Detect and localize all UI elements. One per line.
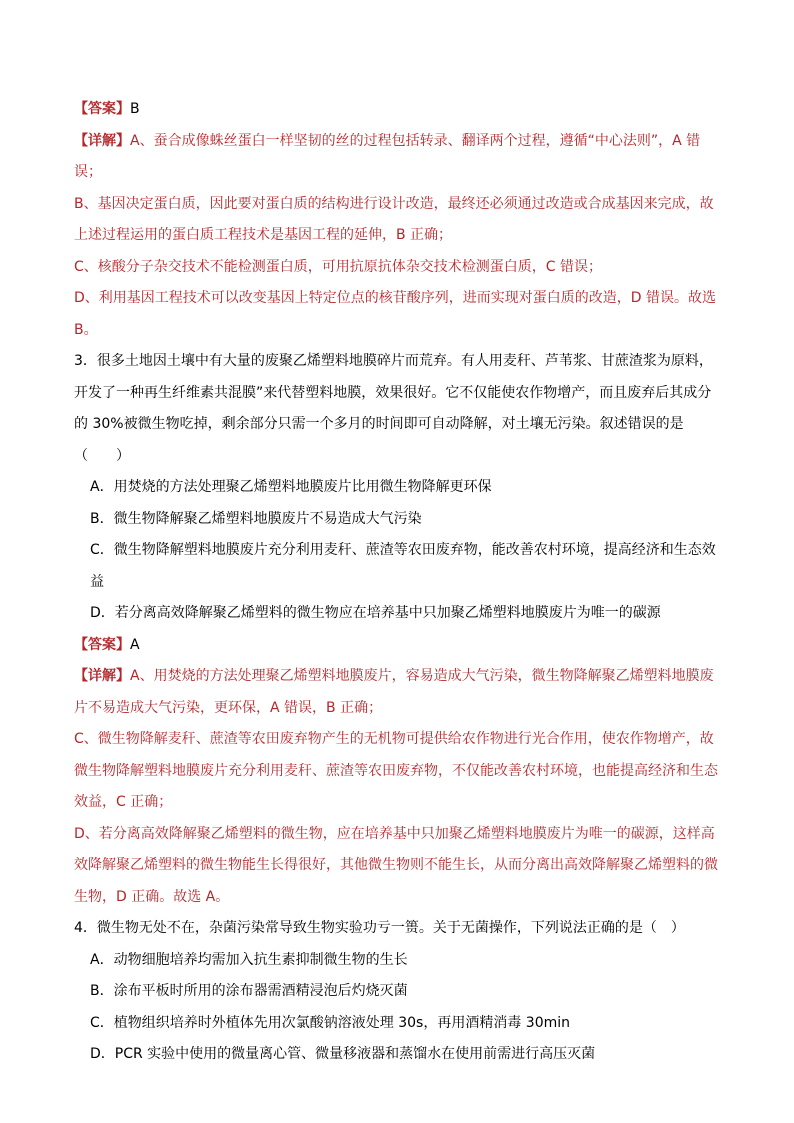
q3-option-d: D．若分离高效降解聚乙烯塑料的微生物应在培养基中只加聚乙烯塑料地膜废片为唯一的碳源 — [90, 605, 661, 621]
q2-answer-line — [74, 94, 724, 126]
q3-option-c: C．微生物降解塑料地膜废片充分利用麦秆、蔗渣等农田废弃物，能改善农村环境，提高经济和生态效益 — [90, 542, 716, 590]
q4-option-a: A．动物细胞培养均需加入抗生素抑制微生物的生长 — [90, 951, 408, 968]
q2-detail-a — [74, 126, 724, 189]
q3-answer-value: A — [130, 636, 140, 653]
q3-detail-a-text: A、用焚烧的方法处理聚乙烯塑料地膜废片，容易造成大气污染，微生物降解聚乙烯塑料地膜废片不易造成大气污染，更环保，A 错误，B 正确； — [74, 668, 714, 716]
q3-detail-c: C、微生物降解麦秆、蔗渣等农田废弃物产生的无机物可提供给农作物进行光合作用，使农作物增产，故微生物降解塑料地膜废片充分利用麦秆、蔗渣等农田废弃物，不仅能改善农村环境，也能提高经济和生态效益，C 正确； — [74, 731, 718, 810]
q3-detail-a — [74, 661, 724, 724]
q2-detail-b: B、基因决定蛋白质，因此要对蛋白质的结构进行设计改造，最终还必须通过改造或合成基因来完成，故上述过程运用的蛋白质工程技术是基因工程的延伸，B 正确； — [74, 195, 714, 243]
q3-option-b: B．微生物降解聚乙烯塑料地膜废片不易造成大气污染 — [90, 510, 422, 527]
answer-tag: 【答案】 — [74, 101, 130, 117]
detail-tag: 【详解】 — [74, 668, 130, 684]
q2-detail-c: C、核酸分子杂交技术不能检测蛋白质，可用抗原抗体杂交技术检测蛋白质，C 错误； — [74, 258, 602, 275]
q2-detail-d: D、利用基因工程技术可以改变基因上特定位点的核苷酸序列，进而实现对蛋白质的改造，D 错误。故选 B。 — [74, 290, 717, 338]
detail-tag: 【详解】 — [74, 132, 130, 149]
q4-stem: 4．微生物无处不在，杂菌污染常导致生物实验功亏一篑。关于无菌操作，下列说法正确的是（ ） — [74, 920, 685, 936]
q3-option-a: A．用焚烧的方法处理聚乙烯塑料地膜废片比用微生物降解更环保 — [90, 479, 492, 495]
document-page — [74, 94, 724, 1071]
q3-answer-line — [74, 630, 724, 662]
q3-stem: 3．很多土地因土壤中有大量的废聚乙烯塑料地膜碎片而荒弃。有人用麦秆、芦苇浆、甘蔗渣浆为原料，开发了一种再生纤维素共混膜”来代替塑料地膜，效果很好。它不仅能使农作物增产，而且废弃后其成分的 30%被微生物吃掉，剩余部分只需一个多月的时间即可自动降解，对土壤无污染。叙述错误的是（ ） — [74, 353, 713, 464]
answer-tag: 【答案】 — [74, 636, 130, 653]
q2-answer-value: B — [130, 101, 140, 117]
q4-option-d: D．PCR 实验中使用的微量离心管、微量移液器和蒸馏水在使用前需进行高压灭菌 — [90, 1046, 596, 1062]
q2-detail-a-text: A、蚕合成像蛛丝蛋白一样坚韧的丝的过程包括转录、翻译两个过程，遵循“中心法则”，A 错误； — [74, 132, 701, 180]
q4-option-b: B．涂布平板时所用的涂布器需酒精浸泡后灼烧灭菌 — [90, 983, 408, 999]
q3-detail-d: D、若分离高效降解聚乙烯塑料的微生物，应在培养基中只加聚乙烯塑料地膜废片为唯一的碳源，这样高效降解聚乙烯塑料的微生物能生长得很好，其他微生物则不能生长，从而分离出高效降解聚乙烯塑料的微生物，D 正确。故选 A。 — [74, 825, 718, 905]
q4-option-c: C．植物组织培养时外植体先用次氯酸钠溶液处理 30s，再用酒精消毒 30min — [90, 1014, 570, 1031]
